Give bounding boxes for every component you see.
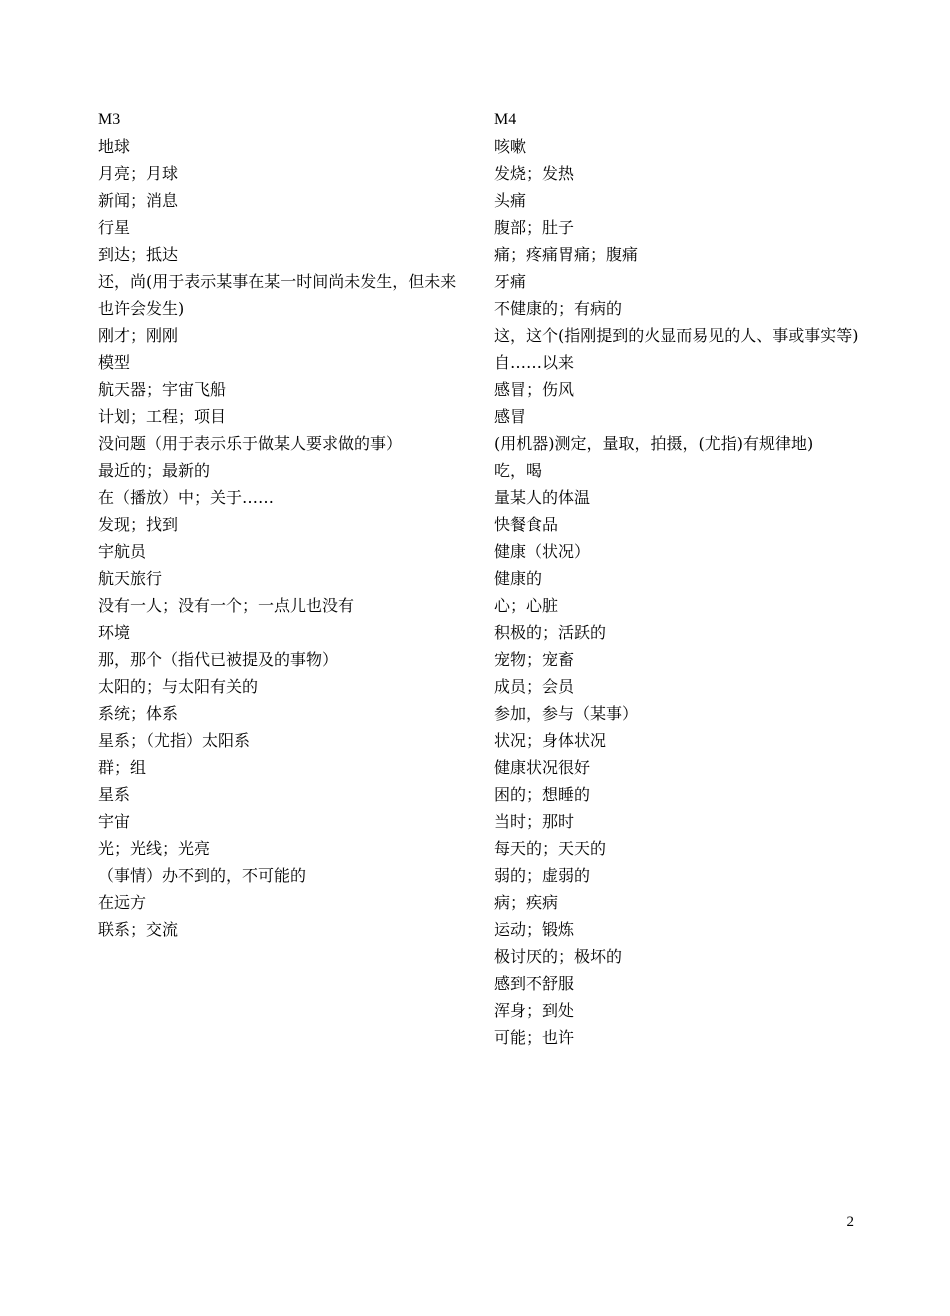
vocabulary-list-m3	[98, 133, 466, 943]
module-heading-m3: M3	[98, 111, 121, 128]
m4-entry: 咳嗽	[494, 137, 527, 156]
m4-entry: 这，这个(指刚提到的火显而易见的人、事或事实等)	[494, 326, 859, 345]
page-number: 2	[846, 1214, 854, 1230]
m3-entry: 宇宙	[98, 812, 131, 831]
m4-entry: 每天的；天天的	[494, 839, 607, 858]
m3-entry: 群；组	[98, 758, 147, 777]
m3-entry: 宇航员	[98, 542, 147, 561]
m3-entry: 那，那个（指代已被提及的事物）	[98, 650, 339, 669]
m3-entry: 刚才；刚刚	[98, 326, 179, 345]
m4-entry: 头痛	[494, 191, 527, 210]
m4-entry: 腹部；肚子	[494, 218, 575, 237]
m4-entry: 成员；会员	[494, 677, 575, 696]
m4-entry: 感冒	[494, 407, 527, 426]
m4-entry: 极讨厌的；极坏的	[494, 947, 623, 966]
m4-entry: 积极的；活跃的	[494, 623, 607, 642]
m4-entry: 状况；身体状况	[494, 731, 607, 750]
m3-entry: 计划；工程；项目	[98, 407, 227, 426]
m3-entry: 航天器；宇宙飞船	[98, 380, 227, 399]
m4-entry: (用机器)测定，量取，拍摄，(尤指)有规律地)	[494, 434, 814, 453]
m3-entry: 发现；找到	[98, 515, 179, 534]
m3-entry: 没问题（用于表示乐于做某人要求做的事）	[98, 434, 403, 453]
m4-entry: 健康的	[494, 569, 543, 588]
m3-entry: 月亮；月球	[98, 164, 179, 183]
m4-entry: 自……以来	[494, 353, 575, 372]
m4-entry: 痛；疼痛胃痛；腹痛	[494, 245, 639, 264]
m3-entry: 模型	[98, 353, 131, 372]
m4-entry: 病；疾病	[494, 893, 559, 912]
m4-entry: 运动；锻炼	[494, 920, 575, 939]
m4-entry: 弱的；虚弱的	[494, 866, 591, 885]
m4-entry: 感到不舒服	[494, 974, 575, 993]
m4-entry: 浑身；到处	[494, 1001, 575, 1020]
m4-entry: 不健康的；有病的	[494, 299, 623, 318]
m3-entry: 没有一人；没有一个；一点儿也没有	[98, 596, 355, 615]
m3-entry: （事情）办不到的，不可能的	[98, 866, 307, 885]
vocabulary-column-m3	[98, 106, 466, 943]
m3-entry: 最近的；最新的	[98, 461, 211, 480]
m3-entry: 到达；抵达	[98, 245, 179, 264]
m3-entry: 航天旅行	[98, 569, 163, 588]
vocabulary-column-m4	[494, 106, 862, 1051]
m3-entry: 还，尚(用于表示某事在某一时间尚未发生，但未来也许会发生)	[98, 272, 457, 318]
m4-entry: 感冒；伤风	[494, 380, 575, 399]
m4-entry: 健康状况很好	[494, 758, 591, 777]
m4-entry: 当时；那时	[494, 812, 575, 831]
m3-entry: 星系	[98, 785, 131, 804]
m4-entry: 健康（状况）	[494, 542, 591, 561]
m4-entry: 可能；也许	[494, 1028, 575, 1047]
m4-entry: 心；心脏	[494, 596, 559, 615]
m3-entry: 系统；体系	[98, 704, 179, 723]
m3-entry: 在（播放）中；关于……	[98, 488, 275, 507]
m3-entry: 联系；交流	[98, 920, 179, 939]
m3-entry: 在远方	[98, 893, 147, 912]
m3-entry: 光；光线；光亮	[98, 839, 211, 858]
m3-entry: 环境	[98, 623, 131, 642]
m4-entry: 吃，喝	[494, 461, 543, 480]
module-heading-m4: M4	[494, 111, 517, 128]
m4-entry: 困的；想睡的	[494, 785, 591, 804]
m4-entry: 量某人的体温	[494, 488, 591, 507]
vocabulary-list-m4	[494, 133, 862, 1051]
m3-entry: 星系；（尤指）太阳系	[98, 731, 251, 750]
m3-entry: 行星	[98, 218, 131, 237]
m3-entry: 新闻；消息	[98, 191, 179, 210]
m4-entry: 发烧；发热	[494, 164, 575, 183]
m4-entry: 牙痛	[494, 272, 527, 291]
m4-entry: 快餐食品	[494, 515, 559, 534]
m4-entry: 宠物；宠畜	[494, 650, 575, 669]
m3-entry: 太阳的；与太阳有关的	[98, 677, 259, 696]
m4-entry: 参加，参与（某事）	[494, 704, 639, 723]
m3-entry: 地球	[98, 137, 131, 156]
